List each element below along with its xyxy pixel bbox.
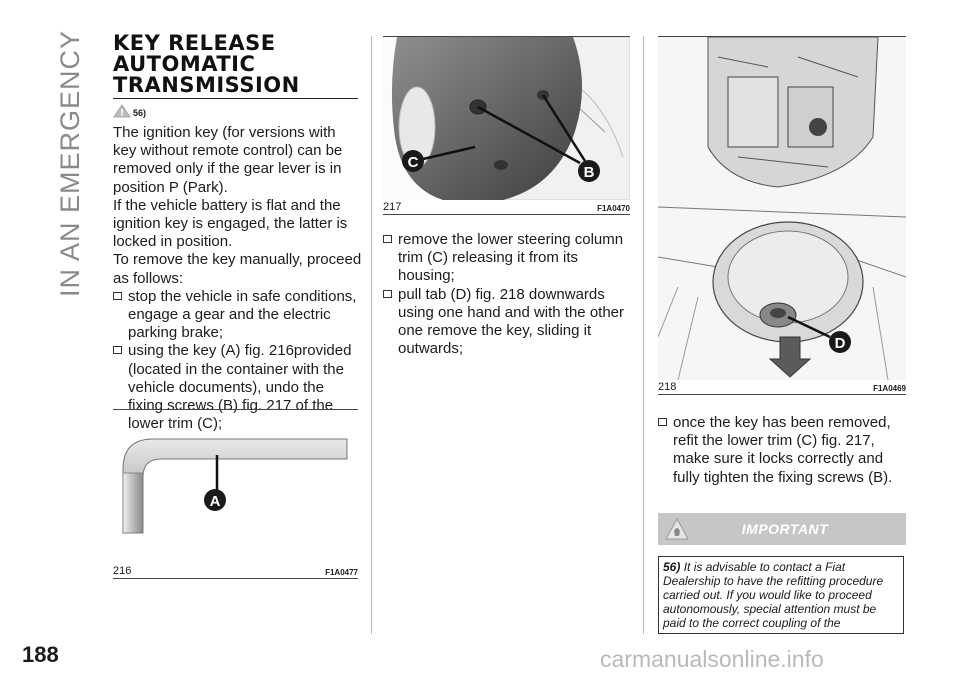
note-text: It is advisable to contact a Fiat Dealership to have the refitting procedure carried out. If you would like to proceed autonomously, special attention must be paid to the correct coupling of the (663, 560, 884, 630)
figure-caption (658, 381, 906, 395)
column-2-text (383, 231, 635, 358)
warning-icon (113, 104, 131, 118)
figure-number: 216 (113, 565, 132, 577)
paragraph: If the vehicle battery is flat and the ignition key is engaged, the latter is locked in position. (113, 196, 348, 251)
callout-label: B (583, 164, 595, 181)
figure-caption (113, 565, 358, 579)
list-item: pull tab (D) fig. 218 downwards using one hand and with the other one remove the key, sliding it outwards; (383, 286, 635, 359)
column-divider (643, 36, 644, 634)
column-3-text (658, 414, 908, 487)
section-tab-label: IN AN EMERGENCY (54, 30, 85, 298)
callout-label: C (407, 154, 419, 171)
figure-code: F1A0477 (325, 568, 358, 577)
warning-reference (113, 104, 146, 118)
figure-number: 218 (658, 381, 677, 393)
figure-top-rule (113, 409, 358, 410)
figure-caption (383, 201, 630, 215)
bullet-square-icon (658, 418, 667, 426)
list-item: remove the lower steering column trim (C) releasing it from its housing; (383, 231, 635, 286)
note-reference: 56) (663, 560, 681, 574)
figure-218 (658, 37, 906, 380)
steering-trim-photo (383, 37, 630, 200)
hex-key-illustration (113, 425, 358, 565)
important-heading: IMPORTANT (741, 521, 829, 537)
paragraph: The ignition key (for versions with key without remote control) can be removed only if the gear lever is in position P (Park). (113, 124, 343, 196)
steering-column-photo (658, 37, 906, 380)
important-note (658, 556, 904, 634)
title-line: KEY RELEASE (113, 31, 276, 55)
callout-label: A (209, 493, 221, 510)
section-tab (52, 30, 88, 320)
paragraph: To remove the key manually, proceed as follows: (113, 251, 362, 287)
column-divider (371, 36, 372, 634)
figure-number: 217 (383, 201, 402, 213)
important-heading-bar (658, 513, 906, 545)
figure-217 (383, 37, 630, 200)
column-1-text (113, 124, 363, 433)
title-line: TRANSMISSION (113, 73, 300, 97)
figure-code: F1A0469 (873, 384, 906, 393)
page-number: 188 (22, 642, 59, 667)
figure-code: F1A0470 (597, 204, 630, 213)
list-item: stop the vehicle in safe conditions, engage a gear and the electric parking brake; (113, 288, 363, 343)
bullet-square-icon (383, 235, 392, 243)
figure-216 (113, 425, 358, 565)
list-item: using the key (A) fig. 216provided (located in the container with the vehicle documents), undo the fixing screws (B) fig. 217 of the lower trim (C); (113, 342, 363, 433)
bullet-square-icon (113, 346, 122, 354)
callout-label: D (834, 335, 846, 352)
watermark: carmanualsonline.info (600, 646, 824, 672)
title-line: AUTOMATIC (113, 52, 256, 76)
bullet-square-icon (383, 290, 392, 298)
article-title (113, 33, 358, 99)
list-item: once the key has been removed, refit the lower trim (C) fig. 217, make sure it locks correctly and fully tighten the fixing screws (B). (658, 414, 908, 487)
warning-ref-number: 56) (133, 108, 147, 118)
warning-icon (664, 517, 690, 541)
bullet-square-icon (113, 292, 122, 300)
